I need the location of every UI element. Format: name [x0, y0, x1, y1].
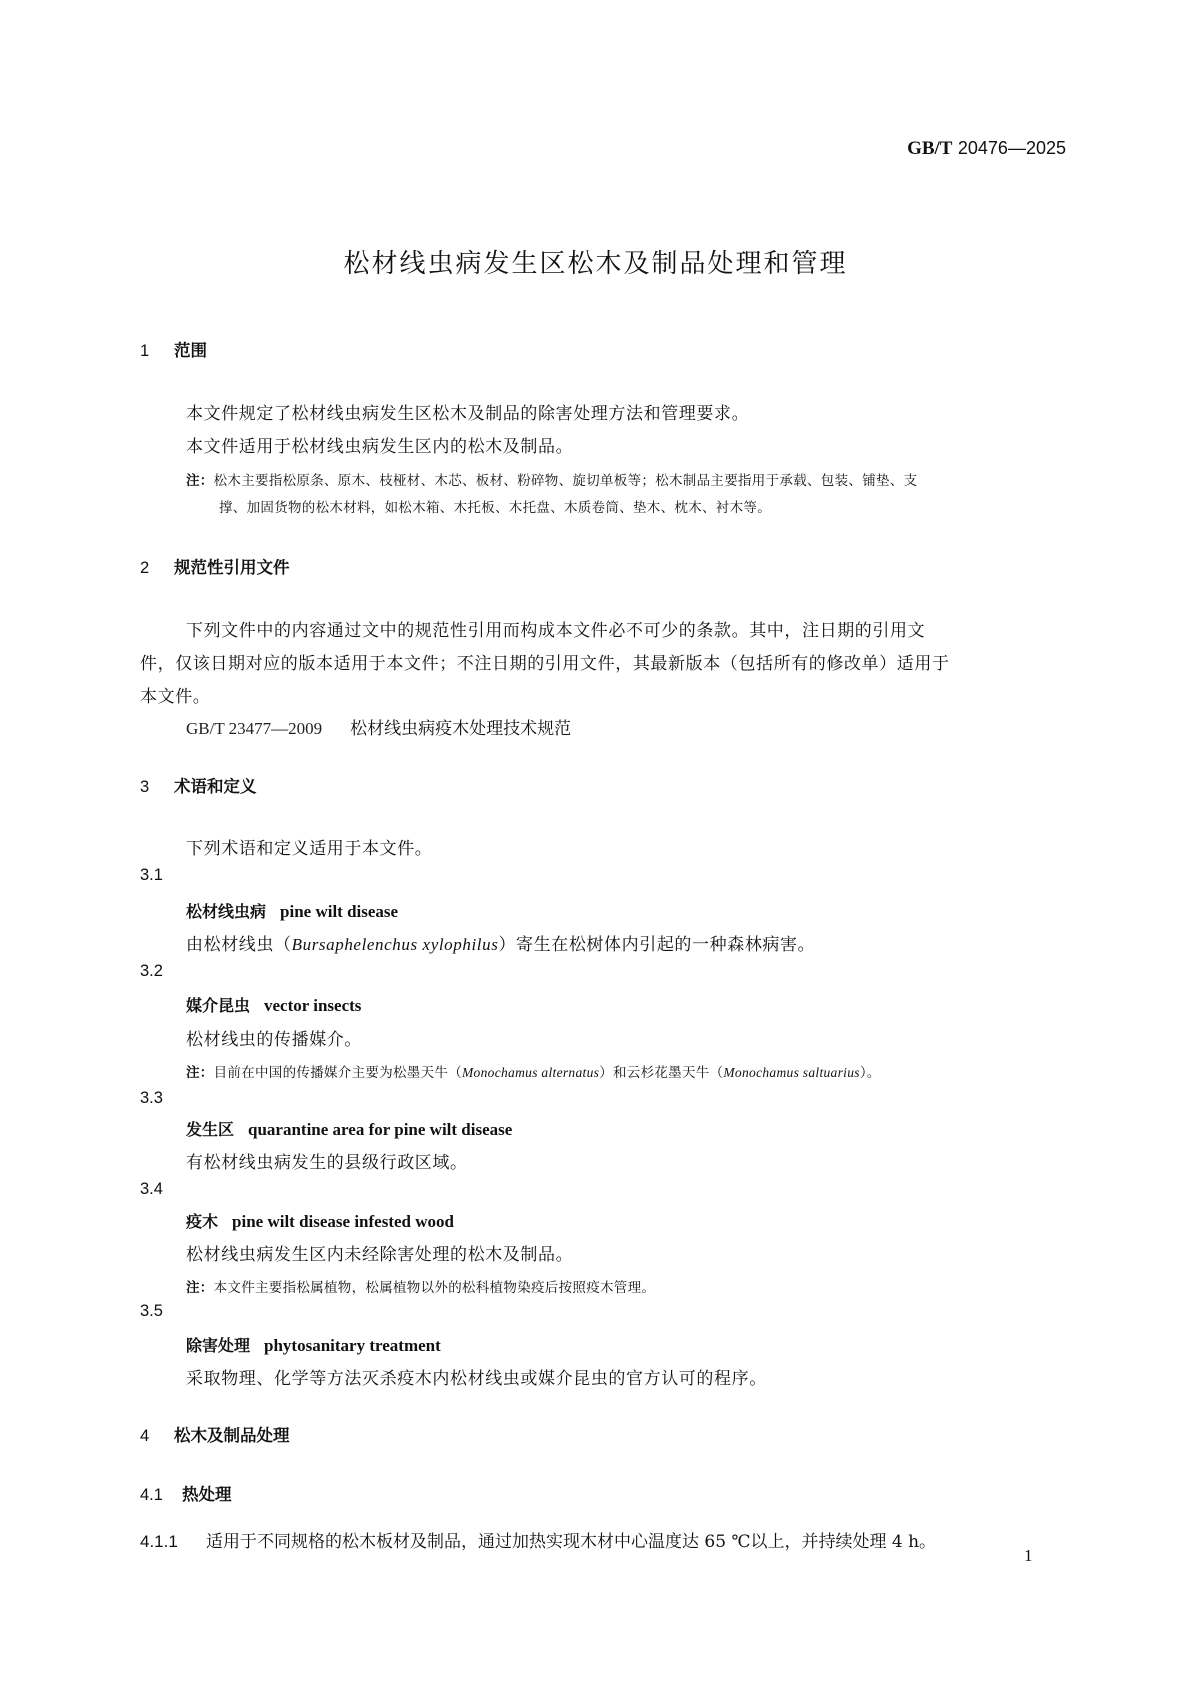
term-definition: 松材线虫病发生区内未经除害处理的松木及制品。 [186, 1245, 574, 1265]
standard-number [0, 138, 1066, 160]
species-name: Bursaphelenchus xylophilus [291, 935, 499, 954]
term-heading [186, 1333, 441, 1356]
term-en: pine wilt disease infested wood [232, 1212, 454, 1231]
term-zh: 媒介昆虫 [186, 996, 251, 1015]
term-heading [186, 1117, 512, 1140]
standard-code: 20476—2025 [957, 138, 1066, 158]
term-en: phytosanitary treatment [264, 1336, 441, 1355]
subsection-number: 4.1 [140, 1486, 163, 1504]
section-number: 1 [140, 342, 150, 360]
subsection-4-1-heading [140, 1481, 232, 1505]
note-text: 本文件主要指松属植物，松属植物以外的松科植物染疫后按照疫木管理。 [213, 1280, 656, 1296]
paragraph: 下列术语和定义适用于本文件。 [186, 839, 433, 859]
term-zh: 发生区 [186, 1120, 235, 1139]
note [186, 1061, 881, 1081]
section-2-heading [140, 554, 290, 578]
section-title: 松木及制品处理 [174, 1426, 290, 1445]
standard-prefix: GB/T [907, 138, 953, 159]
note [186, 1276, 655, 1296]
section-number: 2 [140, 559, 150, 577]
paragraph: 本文件适用于松材线虫病发生区内的松木及制品。 [186, 437, 574, 457]
section-3-heading [140, 773, 257, 797]
definition-text: 由松材线虫（ [186, 935, 292, 955]
term-zh: 松材线虫病 [186, 902, 267, 921]
section-title: 规范性引用文件 [174, 558, 290, 577]
note-text: 目前在中国的传播媒介主要为松墨天牛（ [213, 1065, 463, 1081]
note-label: 注： [186, 473, 214, 489]
species-name: Monochamus saltuarius [723, 1065, 860, 1080]
note-continuation: 撑、加固货物的松木材料，如松木箱、木托板、木托盘、木质卷筒、垫木、枕木、衬木等。 [219, 500, 771, 516]
paragraph: 本文件规定了松材线虫病发生区松木及制品的除害处理方法和管理要求。 [186, 404, 750, 424]
term-heading [186, 993, 361, 1016]
term-definition [186, 930, 815, 955]
term-zh: 除害处理 [186, 1336, 251, 1355]
note [186, 469, 917, 489]
section-title: 范围 [174, 341, 207, 360]
term-number: 3.1 [140, 866, 163, 884]
term-definition: 有松材线虫病发生的县级行政区域。 [186, 1153, 468, 1173]
term-definition: 采取物理、化学等方法灭杀疫木内松材线虫或媒介昆虫的官方认可的程序。 [186, 1369, 767, 1389]
term-number: 3.3 [140, 1089, 163, 1107]
term-number: 3.4 [140, 1180, 163, 1198]
term-zh: 疫木 [186, 1212, 219, 1231]
note-text: 松木主要指松原条、原木、枝桠材、木芯、板材、粉碎物、旋切单板等；松木制品主要指用于承载、包装、铺垫、支 [213, 473, 918, 489]
reference-title: 松材线虫病疫木处理技术规范 [350, 719, 572, 739]
normative-reference [186, 714, 571, 739]
term-en: quarantine area for pine wilt disease [248, 1120, 513, 1139]
clause-4-1-1 [140, 1527, 936, 1552]
paragraph-line: 下列文件中的内容通过文中的规范性引用而构成本文件必不可少的条款。其中，注日期的引用文 [186, 621, 926, 641]
note-label: 注： [186, 1280, 214, 1296]
section-1-heading [140, 337, 207, 361]
definition-text: ）寄生在松树体内引起的一种森林病害。 [498, 935, 816, 955]
term-number: 3.5 [140, 1302, 163, 1320]
paragraph-line: 件，仅该日期对应的版本适用于本文件；不注日期的引用文件，其最新版本（包括所有的修改单）适用于 [140, 654, 950, 674]
section-number: 3 [140, 778, 150, 796]
term-heading [186, 899, 398, 922]
reference-code: GB/T 23477—2009 [186, 719, 323, 738]
term-en: vector insects [264, 996, 362, 1015]
section-number: 4 [140, 1427, 150, 1445]
note-label: 注： [186, 1065, 214, 1081]
term-number: 3.2 [140, 962, 163, 980]
subsection-title: 热处理 [182, 1485, 232, 1504]
clause-number: 4.1.1 [140, 1532, 178, 1551]
page-number: 1 [1024, 1546, 1033, 1565]
section-title: 术语和定义 [174, 777, 257, 796]
paragraph-line: 本文件。 [140, 687, 211, 707]
clause-text: 适用于不同规格的松木板材及制品，通过加热实现木材中心温度达 65 ℃以上，并持续处理 4 h。 [206, 1532, 937, 1552]
note-text: ）。 [859, 1065, 881, 1081]
section-4-heading [140, 1422, 290, 1446]
note-text: ）和云杉花墨天牛（ [599, 1065, 724, 1081]
term-heading [186, 1209, 454, 1232]
document-title: 松材线虫病发生区松木及制品处理和管理 [343, 249, 848, 279]
term-definition: 松材线虫的传播媒介。 [186, 1030, 362, 1050]
term-en: pine wilt disease [280, 902, 399, 921]
species-name: Monochamus alternatus [462, 1065, 600, 1080]
